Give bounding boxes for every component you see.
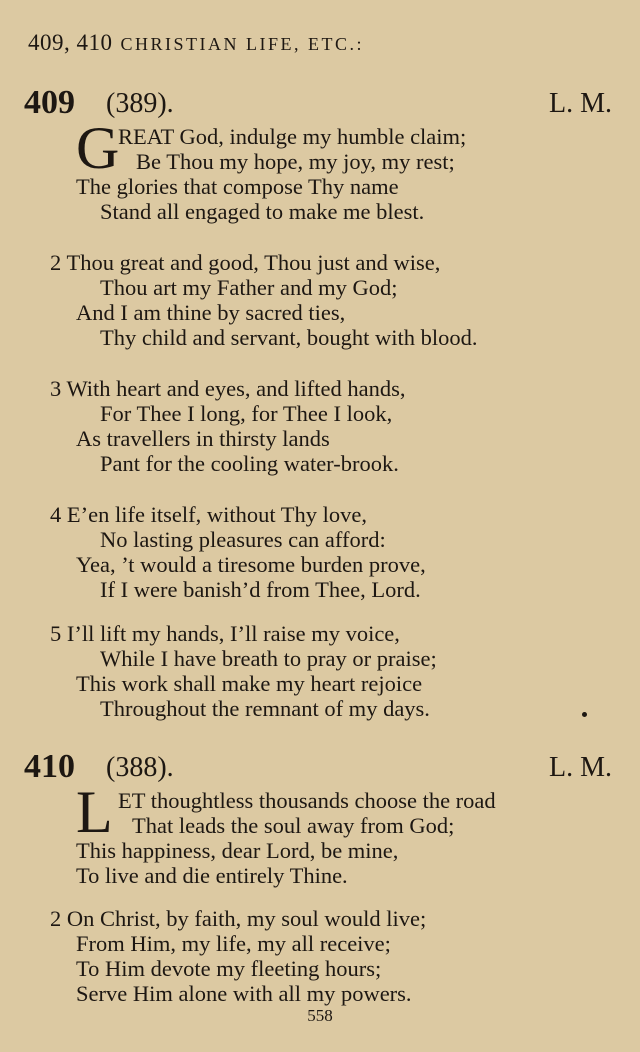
running-head <box>28 30 364 56</box>
verse-line: If I were banish’d from Thee, Lord. <box>100 577 421 602</box>
verse-line: 5 I’ll lift my hands, I’ll raise my voice, <box>50 621 400 646</box>
verse-line: Thy child and servant, bought with blood. <box>100 325 478 350</box>
drop-cap: L <box>76 779 113 845</box>
verse-line: That leads the soul away from God; <box>132 813 455 838</box>
hymn-meter: L. M. <box>549 752 612 783</box>
verse-line: From Him, my life, my all receive; <box>76 931 391 956</box>
verse-line: Throughout the remnant of my days. <box>100 696 430 721</box>
verse-line: To live and die entirely Thine. <box>76 863 348 888</box>
verse-line: Thou art my Father and my God; <box>100 275 398 300</box>
verse-line: 2 Thou great and good, Thou just and wise, <box>50 250 441 275</box>
hymn-alt-number: (388). <box>106 752 174 783</box>
running-head-numbers: 409, 410 <box>28 30 113 55</box>
drop-cap: G <box>76 115 120 181</box>
verse-line: Serve Him alone with all my powers. <box>76 981 412 1006</box>
verse-line: Be Thou my hope, my joy, my rest; <box>136 149 455 174</box>
verse-line: Yea, ’t would a tiresome burden prove, <box>76 552 426 577</box>
printer-dot <box>582 712 587 717</box>
verse-line: Pant for the cooling water-brook. <box>100 451 399 476</box>
verse-line: ET thoughtless thousands choose the road <box>118 788 496 813</box>
hymn-number: 409 <box>24 84 75 121</box>
verse-line: 2 On Christ, by faith, my soul would live; <box>50 906 427 931</box>
verse-line: 3 With heart and eyes, and lifted hands, <box>50 376 406 401</box>
hymn-meter: L. M. <box>549 88 612 119</box>
verse-line: To Him devote my fleeting hours; <box>76 956 382 981</box>
running-head-title: CHRISTIAN LIFE, ETC.: <box>120 34 364 54</box>
verse-line: REAT God, indulge my humble claim; <box>118 124 467 149</box>
verse-line: No lasting pleasures can afford: <box>100 527 386 552</box>
verse-line: 4 E’en life itself, without Thy love, <box>50 502 368 527</box>
verse-line: Stand all engaged to make me blest. <box>100 199 425 224</box>
verse-line: And I am thine by sacred ties, <box>76 300 346 325</box>
verse-line: For Thee I long, for Thee I look, <box>100 401 393 426</box>
page-number: 558 <box>307 1006 333 1025</box>
verse-line: The glories that compose Thy name <box>76 174 399 199</box>
verse-line: While I have breath to pray or praise; <box>100 646 437 671</box>
hymn-number: 410 <box>24 748 75 785</box>
verse-line: This happiness, dear Lord, be mine, <box>76 838 399 863</box>
hymn-alt-number: (389). <box>106 88 174 119</box>
verse-line: This work shall make my heart rejoice <box>76 671 423 696</box>
verse-line: As travellers in thirsty lands <box>76 426 330 451</box>
